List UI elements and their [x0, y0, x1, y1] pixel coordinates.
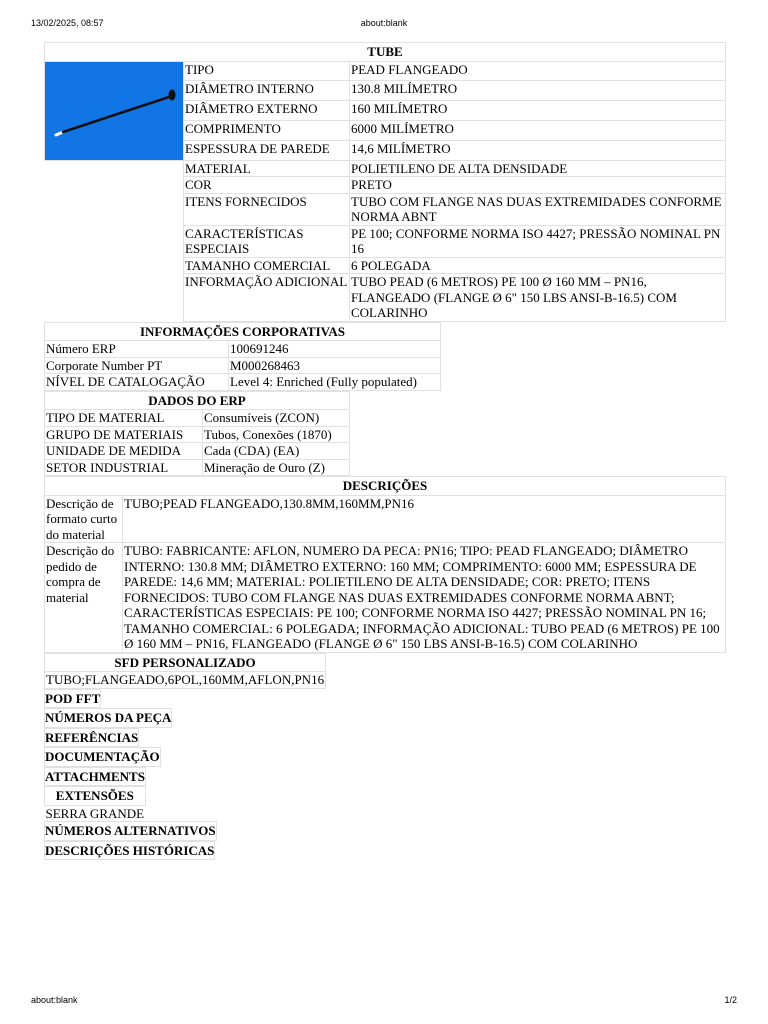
tube-label: TAMANHO COMERCIAL: [184, 257, 350, 274]
tube-label: TIPO: [184, 61, 350, 81]
erp-label: SETOR INDUSTRIAL: [45, 459, 203, 476]
historical-table: [44, 841, 215, 861]
erp-label: TIPO DE MATERIAL: [45, 410, 203, 427]
pod-fft-title: POD FFT: [45, 690, 101, 706]
erp-value: Cada (CDA) (EA): [203, 443, 350, 460]
description-label: Descrição do pedido de compra de material: [45, 543, 123, 653]
tube-value: 6000 MILÍMETRO: [350, 120, 726, 140]
product-image: [45, 61, 184, 160]
extensions-title: EXTENSÕES: [45, 787, 146, 806]
tube-label: CARACTERÍSTICAS ESPECIAIS: [184, 225, 350, 257]
tube-value: 160 MILÍMETRO: [350, 101, 726, 121]
image-spacer: [45, 274, 184, 322]
sfd-table: [44, 653, 326, 689]
extensions-value: SERRA GRANDE: [45, 805, 145, 821]
tube-value: TUBO PEAD (6 METROS) PE 100 Ø 160 MM – PN16, FLANGEADO (FLANGE Ø 6" 150 LBS ANSI-B-16.5) COM COLARINHO: [350, 274, 726, 322]
tube-table: [44, 42, 726, 322]
description-value: TUBO: FABRICANTE: AFLON, NUMERO DA PECA: PN16; TIPO: PEAD FLANGEADO; DIÂMETRO INTERNO: 130.8 MM; DIÂMETRO EXTERNO: 160 MM; COMPRIMENTO: 6000 MM; ESPESSURA DE PAREDE: 14,6 MM; MATERIAL: POLIETILENO DE ALTA DENSIDADE; COR: PRETO; ITENS FORNECIDOS: TUBO COM FLANGE NAS DUAS EXTREMIDADES CONFORME NORMA ABNT; CARACTERÍSTICAS ESPECIAIS: PE 100; CONFORME NORMA ISO 4427; PRESSÃO NOMINAL PN 16; TAMANHO COMERCIAL: 6 POLEGADA; INFORMAÇÃO ADICIONAL: TUBO PEAD (6 METROS) PE 100 Ø 160 MM – PN16, FLANGEADO (FLANGE Ø 6" 150 LBS ANSI-B-16.5) COM COLARINHO: [123, 543, 726, 653]
image-spacer: [45, 225, 184, 257]
document-content: [44, 42, 726, 860]
erp-table: [44, 391, 350, 477]
tube-label: COMPRIMENTO: [184, 120, 350, 140]
references-table: [44, 728, 139, 748]
description-value: TUBO;PEAD FLANGEADO,130.8MM,160MM,PN16: [123, 495, 726, 543]
print-url: about:blank: [360, 18, 408, 28]
tube-value: 14,6 MILÍMETRO: [350, 140, 726, 160]
corporate-value: M000268463: [229, 357, 441, 374]
extensions-table: [44, 786, 146, 821]
pod-fft-table: [44, 689, 101, 709]
corporate-table: [44, 322, 441, 391]
tube-label: INFORMAÇÃO ADICIONAL: [184, 274, 350, 322]
corporate-label: NÍVEL DE CATALOGAÇÃO: [45, 374, 229, 391]
attachments-table: [44, 767, 146, 787]
print-datetime: 13/02/2025, 08:57: [31, 18, 104, 28]
documentation-table: [44, 747, 161, 767]
pipe-icon: [45, 62, 183, 160]
sfd-title: SFD PERSONALIZADO: [45, 653, 326, 672]
descriptions-title: DESCRIÇÕES: [45, 477, 726, 496]
tube-label: COR: [184, 177, 350, 194]
tube-value: TUBO COM FLANGE NAS DUAS EXTREMIDADES CONFORME NORMA ABNT: [350, 193, 726, 225]
footer-url: about:blank: [31, 995, 78, 1005]
tube-label: DIÂMETRO EXTERNO: [184, 101, 350, 121]
tube-value: POLIETILENO DE ALTA DENSIDADE: [350, 160, 726, 177]
erp-value: Consumíveis (ZCON): [203, 410, 350, 427]
erp-label: GRUPO DE MATERIAIS: [45, 426, 203, 443]
tube-label: ITENS FORNECIDOS: [184, 193, 350, 225]
tube-value: PE 100; CONFORME NORMA ISO 4427; PRESSÃO NOMINAL PN 16: [350, 225, 726, 257]
image-spacer: [45, 177, 184, 194]
alt-numbers-title: NÚMEROS ALTERNATIVOS: [45, 823, 216, 838]
tube-label: ESPESSURA DE PAREDE: [184, 140, 350, 160]
tube-value: 6 POLEGADA: [350, 257, 726, 274]
references-title: REFERÊNCIAS: [45, 729, 139, 745]
corporate-title: INFORMAÇÕES CORPORATIVAS: [45, 322, 441, 341]
erp-label: UNIDADE DE MEDIDA: [45, 443, 203, 460]
attachments-title: ATTACHMENTS: [45, 768, 145, 784]
descriptions-table: [44, 476, 726, 653]
image-spacer: [45, 257, 184, 274]
page-number: 1/2: [724, 995, 737, 1005]
tube-value: PEAD FLANGEADO: [350, 61, 726, 81]
description-label: Descrição de formato curto do material: [45, 495, 123, 543]
tube-label: MATERIAL: [184, 160, 350, 177]
tube-label: DIÂMETRO INTERNO: [184, 81, 350, 101]
corporate-label: Número ERP: [45, 341, 229, 358]
image-spacer: [45, 160, 184, 177]
part-numbers-title: NÚMEROS DA PEÇA: [45, 710, 172, 725]
erp-title: DADOS DO ERP: [45, 391, 350, 410]
image-spacer: [45, 193, 184, 225]
tube-title: TUBE: [45, 43, 726, 62]
corporate-value: Level 4: Enriched (Fully populated): [229, 374, 441, 391]
historical-title: DESCRIÇÕES HISTÓRICAS: [45, 842, 215, 858]
alt-numbers-table: [44, 821, 217, 841]
part-numbers-table: [44, 708, 172, 728]
tube-value: 130.8 MILÍMETRO: [350, 81, 726, 101]
erp-value: Mineração de Ouro (Z): [203, 459, 350, 476]
erp-value: Tubos, Conexões (1870): [203, 426, 350, 443]
documentation-title: DOCUMENTAÇÃO: [45, 749, 160, 764]
sfd-value: TUBO;FLANGEADO,6POL,160MM,AFLON,PN16: [46, 672, 325, 687]
corporate-value: 100691246: [229, 341, 441, 358]
corporate-label: Corporate Number PT: [45, 357, 229, 374]
tube-value: PRETO: [350, 177, 726, 194]
